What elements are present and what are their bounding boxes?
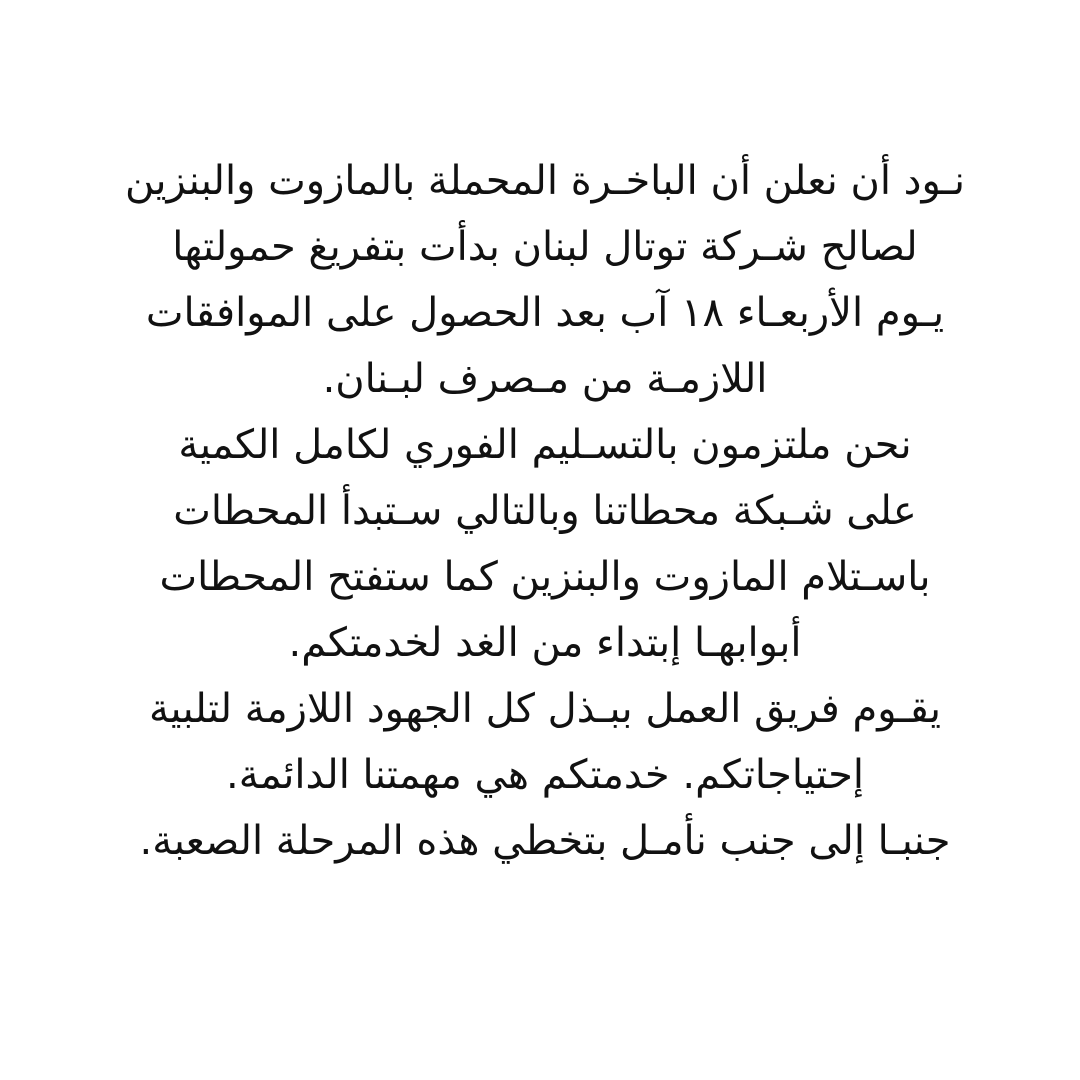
text-line: اللازمـة من مـصرف لبـنان.	[322, 356, 768, 402]
text-line: لصالح شـركة توتال لبنان بدأت بتفريغ حمولتها	[172, 224, 918, 270]
paragraph-closing	[70, 808, 1020, 874]
text-line: إحتياجاتكم. خدمتكم هي مهمتنا الدائمة.	[225, 752, 864, 798]
text-line: نـود أن نعلن أن الباخـرة المحملة بالمازوت والبنزين	[124, 158, 966, 204]
paragraph-stations-commitment	[70, 412, 1020, 676]
paragraph-team-effort	[70, 676, 1020, 808]
announcement-text	[70, 148, 1020, 874]
text-line: نحن ملتزمون بالتسـليم الفوري لكامل الكمية	[178, 422, 912, 468]
text-line: يـوم الأربعـاء ١٨ آب بعد الحصول على الموافقات	[145, 290, 945, 336]
text-line: على شـبكة محطاتنا وبالتالي سـتبدأ المحطات	[173, 488, 917, 534]
text-line: يقـوم فريق العمل ببـذل كل الجهود اللازمة لتلبية	[148, 686, 941, 732]
text-line: أبوابهـا إبتداء من الغد لخدمتكم.	[288, 620, 802, 666]
text-line: جنبـا إلى جنب نأمـل بتخطي هذه المرحلة الصعبة.	[139, 818, 951, 864]
text-line: باسـتلام المازوت والبنزين كما ستفتح المحطات	[159, 554, 931, 600]
paragraph-delivery-start	[70, 148, 1020, 412]
